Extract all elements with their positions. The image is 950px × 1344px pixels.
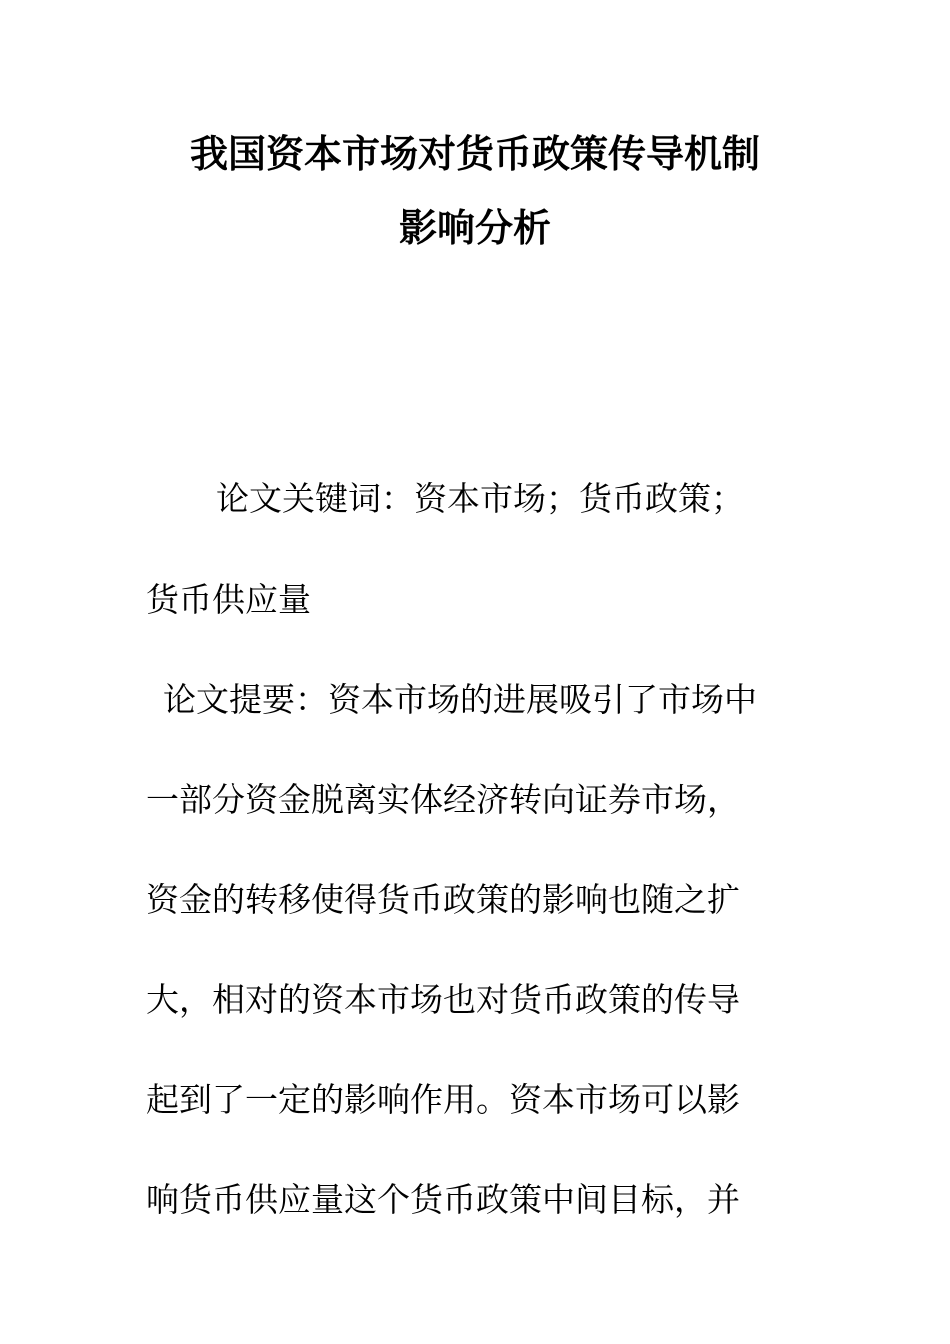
abstract-line-1: 论文提要：资本市场的进展吸引了市场中 bbox=[163, 680, 757, 719]
abstract-line-3: 资金的转移使得货币政策的影响也随之扩 bbox=[146, 880, 740, 919]
abstract-line-2: 一部分资金脱离实体经济转向证券市场， bbox=[146, 780, 740, 819]
document-title-line-2: 影响分析 bbox=[398, 206, 551, 250]
keywords-line-2: 货币供应量 bbox=[146, 580, 311, 619]
keywords-line-1: 论文关键词：资本市场；货币政策； bbox=[216, 479, 744, 518]
document-title-line-1: 我国资本市场对货币政策传导机制 bbox=[189, 132, 760, 176]
abstract-line-5: 起到了一定的影响作用。资本市场可以影 bbox=[146, 1080, 740, 1119]
abstract-line-4: 大，相对的资本市场也对货币政策的传导 bbox=[146, 980, 740, 1019]
abstract-line-6: 响货币供应量这个货币政策中间目标，并 bbox=[146, 1180, 740, 1219]
